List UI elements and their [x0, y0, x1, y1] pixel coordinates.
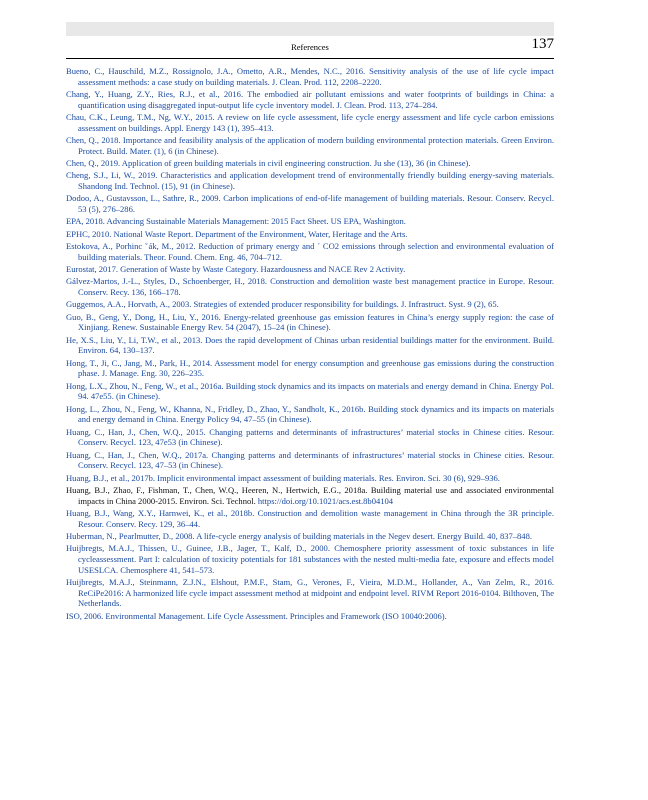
reference-text: Huang, B.J., Wang, X.Y., Harnwei, K., et al., 2018b. Construction and demolition waste management in China through the 3R principle. Resour. Conserv. Recy. 129, 36–44. [66, 508, 554, 529]
reference-entry[interactable] [66, 404, 554, 425]
reference-entry[interactable] [66, 577, 554, 609]
reference-entry[interactable] [66, 276, 554, 297]
reference-text: ISO, 2006. Environmental Management. Life Cycle Assessment. Principles and Framework (ISO 10040:2006). [66, 610, 447, 621]
reference-entry[interactable] [66, 543, 554, 575]
reference-entry[interactable] [66, 241, 554, 262]
doi-link[interactable]: https://doi.org/10.1021/acs.est.8b04104 [257, 495, 394, 506]
reference-entry[interactable] [66, 450, 554, 471]
reference-entry[interactable] [66, 427, 554, 448]
reference-text: Huang, B.J., et al., 2017b. Implicit environmental impact assessment of building materials. Res. Environ. Sci. 30 (6), 929–936. [66, 472, 500, 483]
reference-text: Huijbregts, M.A.J., Steinmann, Z.J.N., Elshout, P.M.F., Stam, G., Verones, F., Vieira, M.D.M., Hollander, A., Van Zelm, R., 2016. ReCiPe2016: A harmonized life cycle impact assessment method at midpoint and endpoint level. RIVM Report 2016-0104. Bilthoven, The Netherlands. [66, 577, 554, 609]
page-number: 137 [531, 36, 554, 52]
reference-entry[interactable] [66, 611, 554, 622]
reference-entry[interactable] [66, 531, 554, 542]
running-title: References [291, 42, 329, 52]
reference-text: EPHC, 2010. National Waste Report. Department of the Environment, Water, Heritage and the Arts. [66, 228, 408, 239]
reference-entry[interactable] [66, 473, 554, 484]
reference-text: Dodoo, A., Gustavsson, L., Sathre, R., 2009. Carbon implications of end-of-life management of building materials. Resour. Conserv. Recycl. 53 (5), 276–286. [66, 193, 554, 214]
reference-text: Hong, T., Ji, C., Jang, M., Park, H., 2014. Assessment model for energy consumption and greenhouse gas emissions during the construction phase. J. Manage. Eng. 30, 226–235. [66, 357, 554, 379]
reference-text: Hong, L.X., Zhou, N., Feng, W., et al., 2016a. Building stock dynamics and its impacts on materials and energy demand in China. Energy Pol. 94. 47e55. (in Chinese). [66, 380, 554, 402]
reference-text: Gálvez-Martos, J.-L., Styles, D., Schoenberger, H., 2018. Construction and demolition waste best management practice in Europe. Resour. Conserv. Recy. 136, 166–178. [66, 276, 554, 298]
reference-entry[interactable] [66, 229, 554, 240]
reference-text: Chen, Q., 2018. Importance and feasibility analysis of the application of modern building environmental protection materials. Green Environ. Protect. Build. Mater. (1), 6 (in Chinese). [66, 134, 554, 156]
reference-entry[interactable] [66, 299, 554, 310]
reference-text: Huijbregts, M.A.J., Thissen, U., Guinee, J.B., Jager, T., Kalf, D., 2000. Chemosphere priority assessment of toxic substances in life cycleassessment. Part I: calculation of toxicity potentials for 181 substances with the nested multi-media fate, exposure and effects model USESLCA. Chemosphere 41, 541–573. [66, 543, 554, 575]
reference-text: Chang, Y., Huang, Z.Y., Ries, R.J., et al., 2016. The embodied air pollutant emissions and water footprints of buildings in China: a quantification using disaggregated input-output life cycle inventory model. J. Clean. Prod. 113, 274–284. [66, 88, 554, 110]
reference-text: Hong, L., Zhou, N., Feng, W., Khanna, N., Fridley, D., Zhao, Y., Sandholt, K., 2016b. Building stock dynamics and its impacts on materials and energy demand in China. Energy Policy 94, 47–55 (in Chinese). [66, 403, 554, 425]
reference-entry[interactable] [66, 485, 554, 506]
reference-entry[interactable] [66, 358, 554, 379]
header-bar [66, 22, 554, 36]
reference-text: Chen, Q., 2019. Application of green building materials in civil engineering construction. Ju she (13), 36 (in Chinese). [66, 157, 471, 168]
reference-text: Cheng, S.J., Li, W., 2019. Characteristics and application development trend of environmentally friendly building energy-saving materials. Shandong Ind. Technol. (15), 91 (in Chinese). [66, 170, 554, 191]
reference-entry[interactable] [66, 112, 554, 133]
reference-entry[interactable] [66, 264, 554, 275]
reference-text: Guo, B., Geng, Y., Dong, H., Liu, Y., 2016. Energy-related greenhouse gas emission features in China’s energy supply region: the case of Xinjiang. Renew. Sustainable Energy Rev. 54 (2047), 15–24 (in Chinese). [66, 311, 554, 333]
reference-entry[interactable] [66, 381, 554, 402]
reference-text: Huang, B.J., Zhao, F., Fishman, T., Chen, W.Q., Heeren, N., Hertwich, E.G., 2018a. Building material use and associated environmental impacts in China 2000-2015. Environ. Sci. Technol. [66, 485, 554, 506]
reference-text: Chau, C.K., Leung, T.M., Ng, W.Y., 2015. A review on life cycle assessment, life cycle energy assessment and life cycle carbon emissions assessment on buildings. Appl. Energy 143 (1), 395–413. [66, 111, 554, 133]
running-head [66, 36, 554, 59]
reference-entry[interactable] [66, 66, 554, 87]
reference-entry[interactable] [66, 135, 554, 156]
reference-text: Eurostat, 2017. Generation of Waste by Waste Category. Hazardousness and NACE Rev 2 Activity. [66, 264, 406, 275]
reference-list [66, 66, 554, 623]
reference-text: Huang, C., Han, J., Chen, W.Q., 2015. Changing patterns and determinants of infrastructures’ material stocks in Chinese cities. Resour. Conserv. Recycl. 123, 47e53 (in Chinese). [66, 426, 554, 448]
reference-text: Huang, C., Han, J., Chen, W.Q., 2017a. Changing patterns and determinants of infrastructures’ material stocks in Chinese cities. Resour. Conserv. Recycl. 123, 47–53 (in Chinese). [66, 449, 554, 471]
reference-entry[interactable] [66, 89, 554, 110]
reference-text: Guggemos, A.A., Horvath, A., 2003. Strategies of extended producer responsibility for buildings. J. Infrastruct. Syst. 9 (2), 65. [66, 299, 499, 310]
reference-entry[interactable] [66, 170, 554, 191]
reference-entry[interactable] [66, 158, 554, 169]
reference-entry[interactable] [66, 312, 554, 333]
reference-entry[interactable] [66, 216, 554, 227]
reference-text: He, X.S., Liu, Y., Li, T.W., et al., 2013. Does the rapid development of Chinas urban residential buildings matter for the environment. Build. Environ. 64, 130–137. [66, 334, 554, 356]
reference-text: Bueno, C., Hauschild, M.Z., Rossignolo, J.A., Ometto, A.R., Mendes, N.C., 2016. Sensitivity analysis of the use of life cycle impact assessment methods: a case study on building materials. J. Clean. Prod. 112, 2208–2220. [66, 66, 554, 87]
reference-text: Huberman, N., Pearlmutter, D., 2008. A life-cycle energy analysis of building materials in the Negev desert. Energy Build. 40, 837–848. [66, 531, 532, 542]
reference-entry[interactable] [66, 193, 554, 214]
reference-entry[interactable] [66, 335, 554, 356]
reference-text: Estokova, A., Porhinc ˇák, M., 2012. Reduction of primary energy and ´ CO2 emissions through selection and environmental evaluation of building materials. Theor. Found. Chem. Eng. 46, 704–712. [66, 241, 554, 262]
reference-entry[interactable] [66, 508, 554, 529]
reference-text: EPA, 2018. Advancing Sustainable Materials Management: 2015 Fact Sheet. US EPA, Washington. [66, 216, 406, 227]
